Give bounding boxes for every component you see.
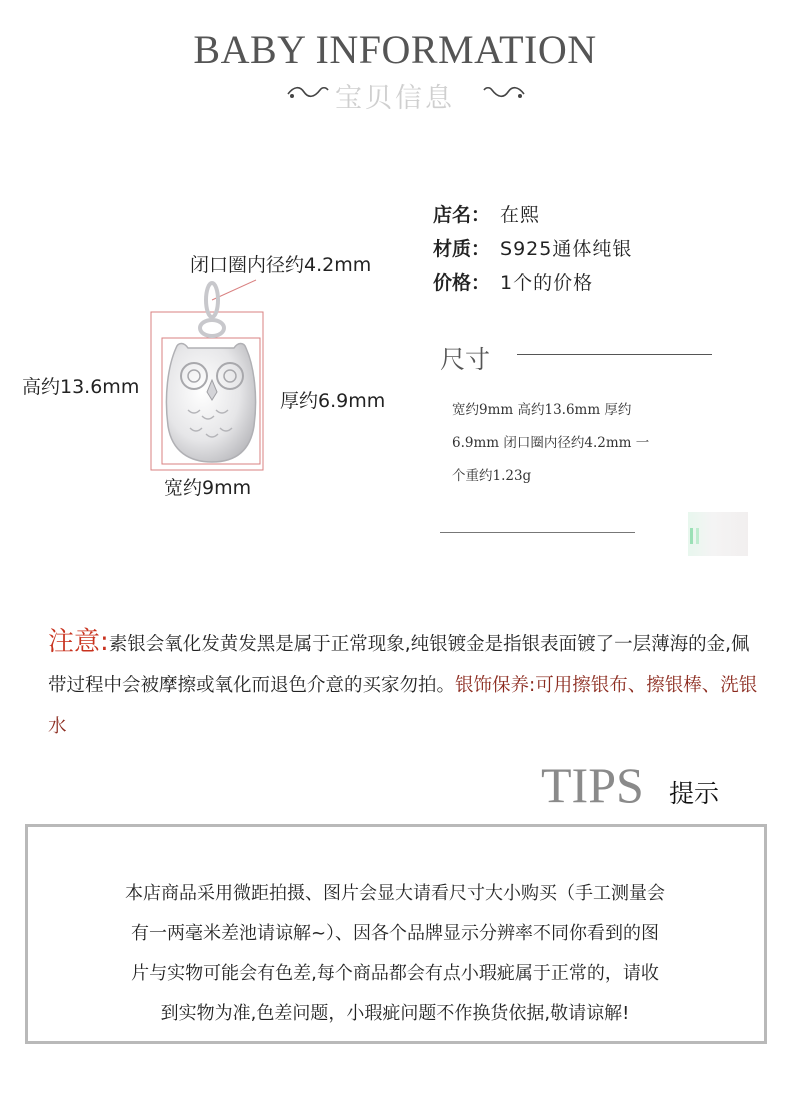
shop-name-row: [433, 200, 540, 227]
info-label: 价格：: [433, 272, 491, 294]
notice-text: 素银会氧化发黄发黑是属于正常现象,纯银镀金是指银表面镀了一层薄海的金,佩带过程中会被摩擦或氧化而退色介意的买家勿拍。: [48, 634, 750, 696]
info-label: 材质：: [433, 238, 491, 260]
owl-pendant-image: [150, 276, 270, 476]
notice-paragraph: [48, 622, 760, 747]
right-flourish-icon: [482, 84, 526, 102]
size-description: [452, 394, 712, 493]
info-bottom-divider: [440, 532, 635, 533]
tips-line: 到实物为准,色差问题，小瑕疵问题不作换货依据,敬请谅解!: [160, 1003, 630, 1024]
tips-line: 片与实物可能会有色差,每个商品都会有点小瑕疵属于正常的，请收: [131, 963, 659, 984]
notice-label: 注意:: [48, 627, 109, 657]
height-label: 高约13.6mm: [22, 376, 140, 398]
section-title: BABY INFORMATION: [193, 27, 597, 72]
ring-diameter-label: 闭口圈内径约4.2mm: [190, 254, 372, 276]
tips-subtitle: 提示: [669, 779, 720, 808]
tips-line: 本店商品采用微距拍摄、图片会显大请看尺寸大小购买（手工测量会: [125, 883, 665, 904]
tips-text: [55, 874, 735, 1034]
material-row: [433, 234, 632, 261]
size-line: 个重约1.23g: [452, 468, 532, 484]
price-row: [433, 268, 593, 295]
size-heading: 尺寸: [440, 345, 491, 374]
info-value: 1个的价格: [500, 272, 594, 294]
info-value: 在熙: [500, 204, 541, 226]
tips-line: 有一两毫米差池请谅解~）、因各个品牌显示分辨率不同你看到的图: [130, 923, 660, 944]
size-line: 6.9mm 闭口圈内径约4.2mm 一: [452, 435, 650, 451]
color-swatch-decoration: [688, 512, 748, 556]
info-value: S925通体纯银: [500, 238, 633, 260]
thickness-label: 厚约6.9mm: [280, 390, 386, 412]
info-label: 店名：: [433, 204, 491, 226]
size-divider: [517, 354, 712, 355]
care-tip: 银饰保养:可用擦银布、擦银棒、洗银水: [48, 675, 758, 737]
width-label: 宽约9mm: [164, 477, 252, 499]
section-subtitle: 宝贝信息: [335, 83, 455, 114]
tips-title: TIPS: [541, 757, 644, 813]
size-line: 宽约9mm 高约13.6mm 厚约: [452, 402, 632, 418]
